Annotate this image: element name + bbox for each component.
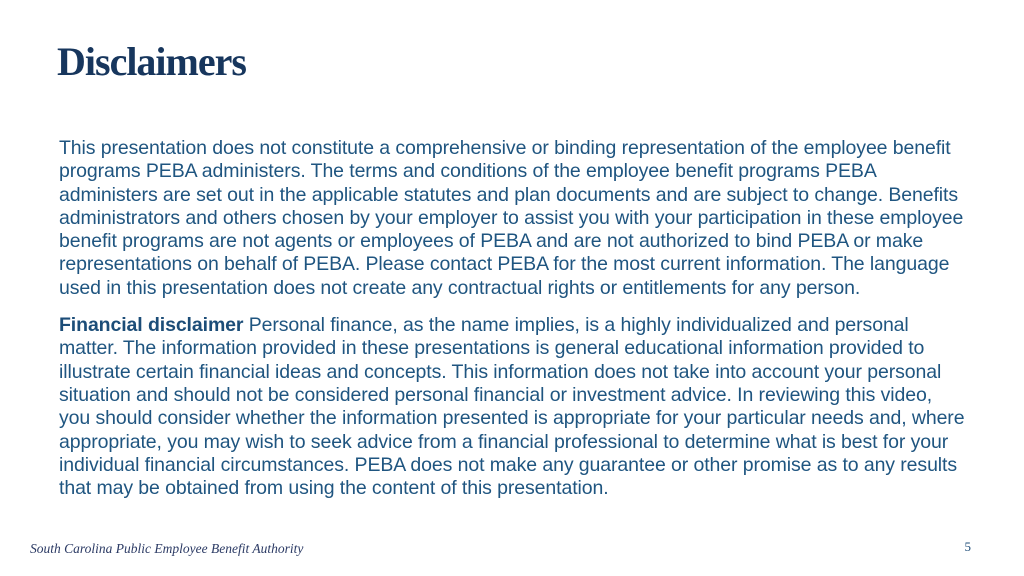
- general-disclaimer-paragraph: This presentation does not constitute a comprehensive or binding representation of the employee benefit programs PEBA administers. The terms and conditions of the employee benefit programs PEBA administers are set out in the applicable statutes and plan documents and are subject to change. Benefits administrators and others chosen by your employer to assist you with your participation in these employee benefit programs are not agents or employees of PEBA and are not authorized to bind PEBA or make representations on behalf of PEBA. Please contact PEBA for the most current information. The language used in this presentation does not create any contractual rights or entitlements for any person.: [59, 137, 964, 299]
- page-number: 5: [964, 539, 971, 554]
- slide-title: Disclaimers: [57, 39, 246, 84]
- slide-body: [59, 137, 967, 500]
- financial-disclaimer-lead: Financial disclaimer: [59, 314, 244, 337]
- financial-disclaimer-text: Personal finance, as the name implies, is a highly individualized and personal matter. The information provided in these presentations is general educational information provided to illustrate certain financial ideas and concepts. This information does not take into account your personal situation and should not be considered personal financial or investment advice. In reviewing this video, you should consider whether the information presented is appropriate for your particular needs and, where appropriate, you may wish to seek advice from a financial professional to determine what is best for your individual financial circumstances. PEBA does not make any guarantee or other promise as to any results that may be obtained from using the content of this presentation.: [59, 314, 965, 500]
- financial-disclaimer-paragraph: [59, 314, 967, 500]
- footer-organization: South Carolina Public Employee Benefit Authority: [30, 541, 304, 556]
